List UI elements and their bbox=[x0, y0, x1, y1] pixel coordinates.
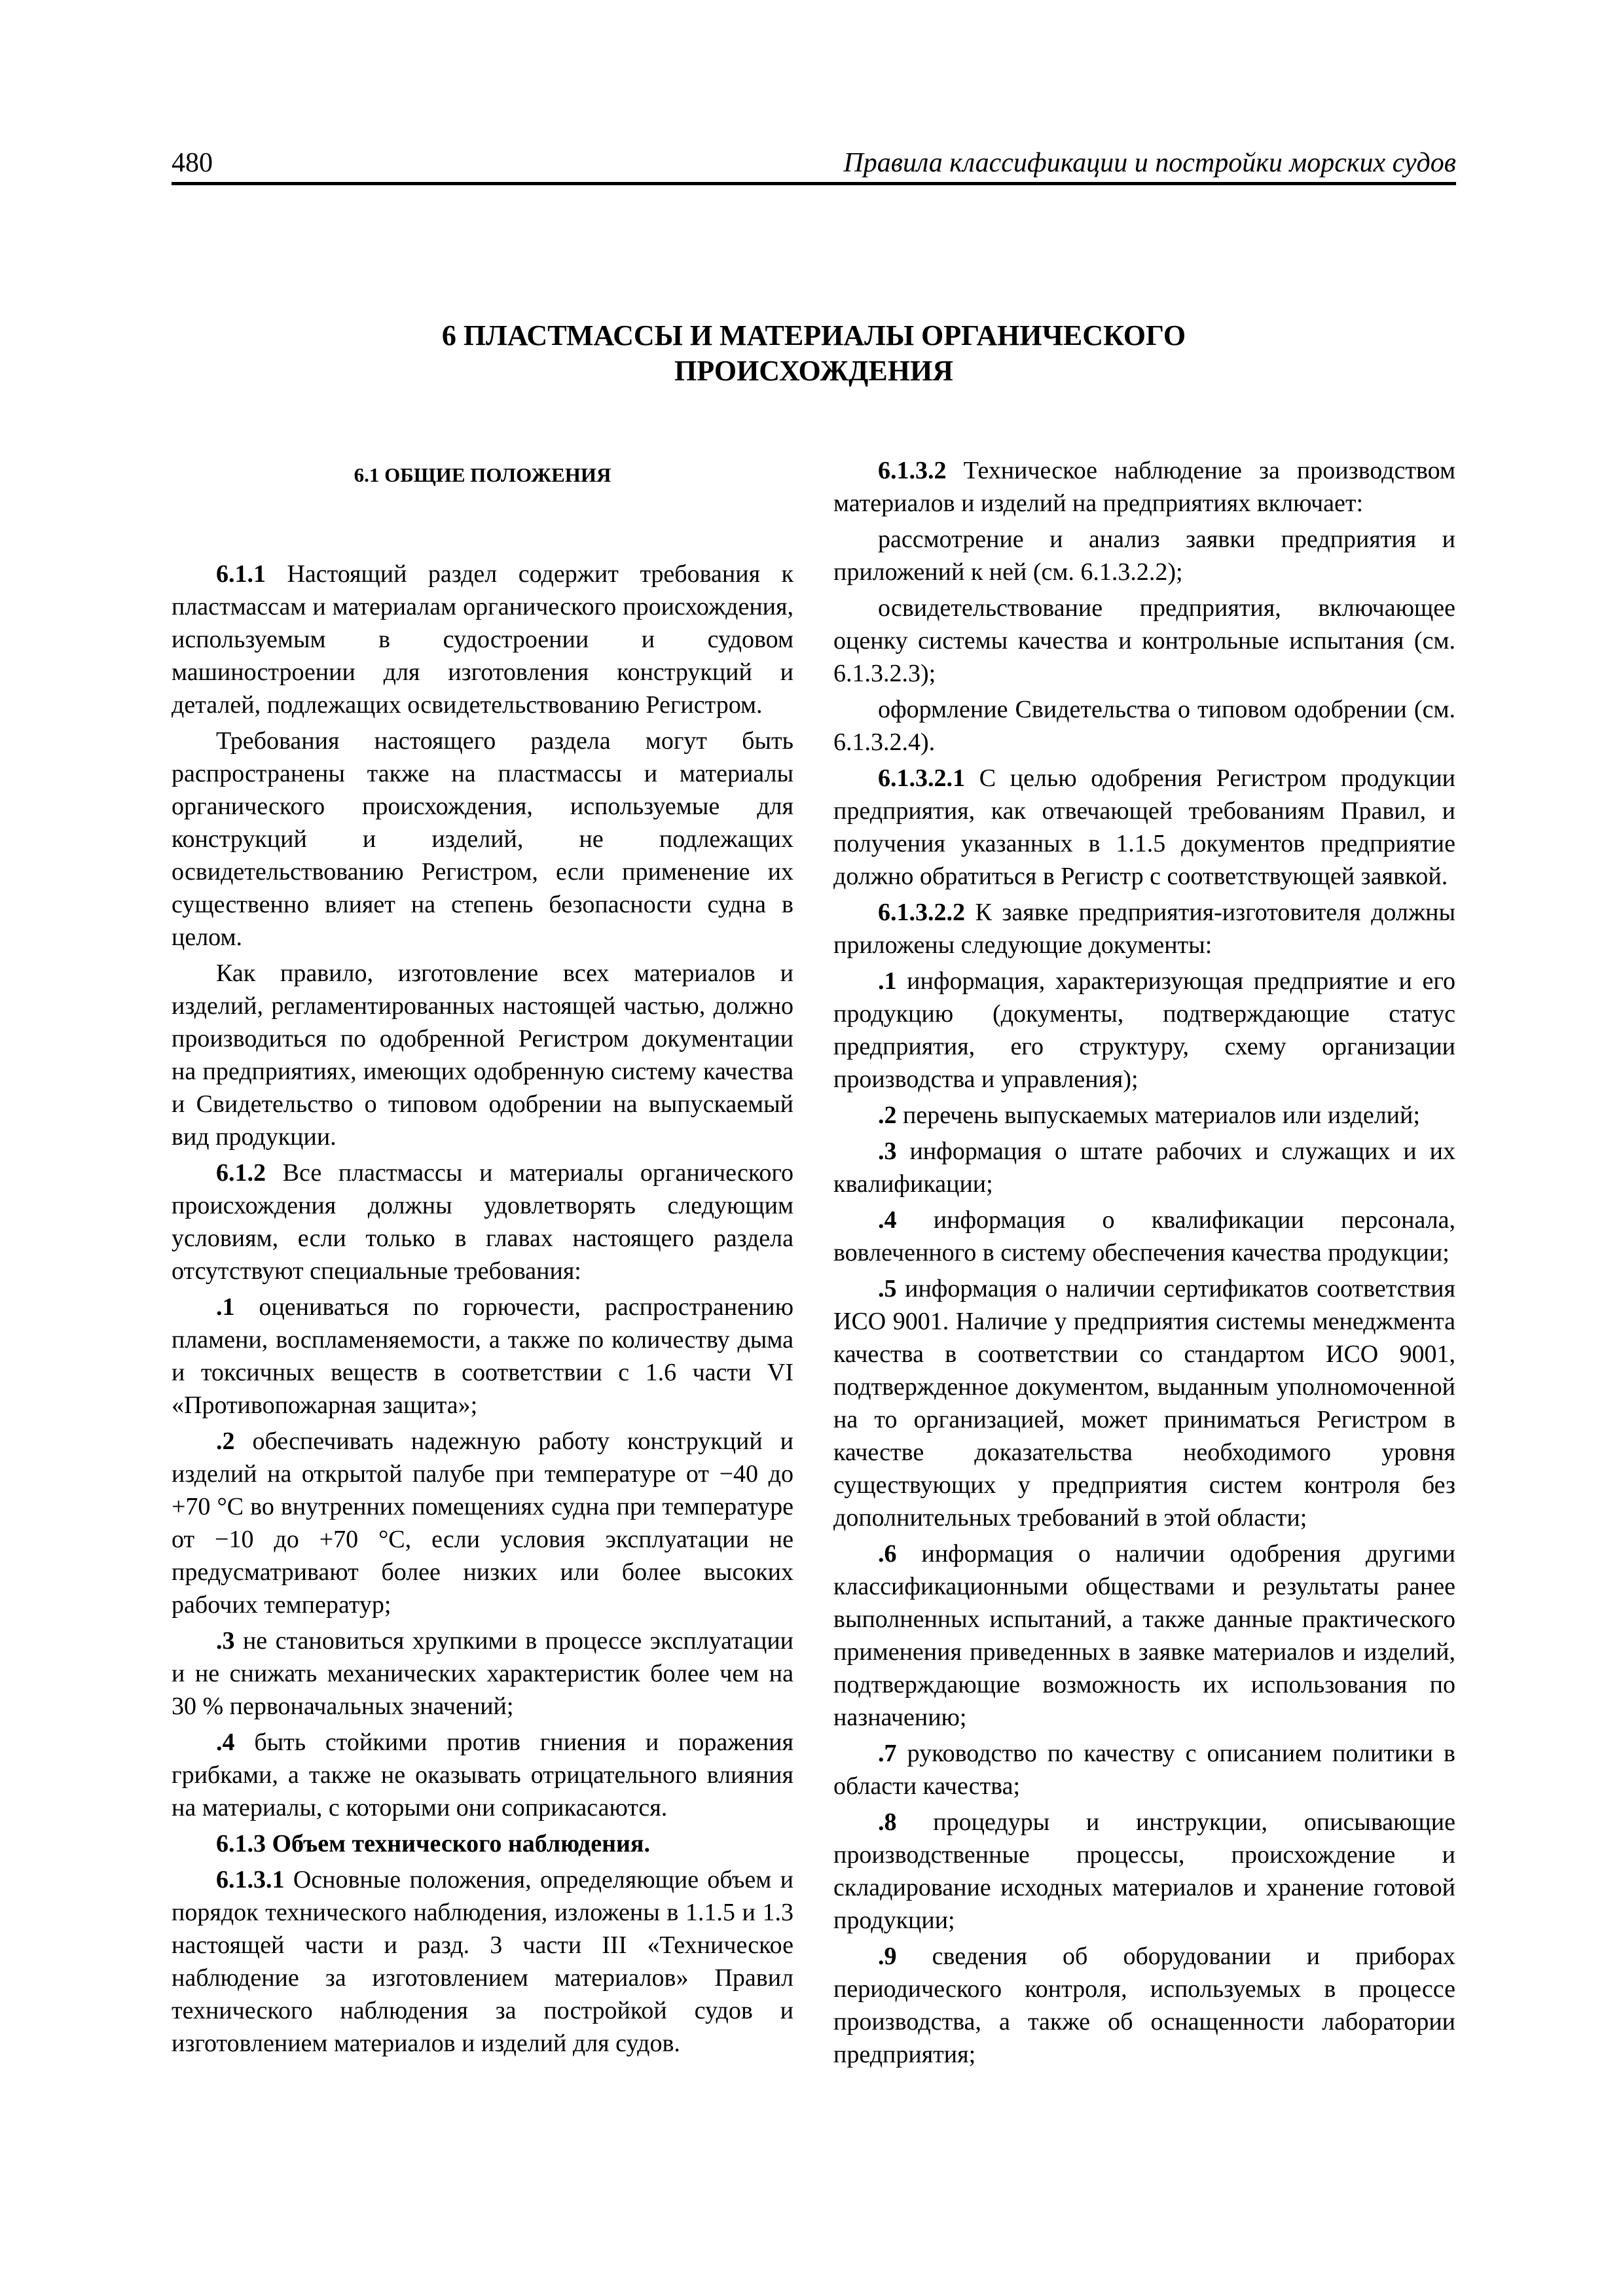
paragraph: .8 процедуры и инструкции, описывающие производственные процессы, происхождение и складирование исходных материалов и хранение готовой продукции; bbox=[833, 1808, 1455, 1934]
chapter-title-line-1: 6 ПЛАСТМАССЫ И МАТЕРИАЛЫ ОРГАНИЧЕСКОГО bbox=[441, 319, 1186, 351]
paragraph: .3 не становиться хрупкими в процессе эксплуатации и не снижать механических характеристик более чем на 30 % первоначальных значений; bbox=[172, 1627, 793, 1720]
paragraph: 6.1.3.1 Основные положения, определяющие объем и порядок технического наблюдения, изложены в 1.1.5 и 1.3 настоящей части и разд. 3 части III «Техническое наблюдение за изготовлением материалов» Правил технического наблюдения за постройкой судов и изготовлением материалов и изделий для судов. bbox=[172, 1866, 793, 2057]
paragraph: .1 оцениваться по горючести, распространению пламени, воспламеняемости, а также по количеству дыма и токсичных веществ в соответствии с 1.6 части VI «Противопожарная защита»; bbox=[172, 1293, 793, 1419]
paragraph: оформление Свидетельства о типовом одобрении (см. 6.1.3.2.4). bbox=[833, 696, 1455, 756]
paragraph: .1 информация, характеризующая предприятие и его продукцию (документы, подтверждающие статус предприятия, его структуру, схему организации производства и управления); bbox=[833, 967, 1455, 1093]
paragraph: .9 сведения об оборудовании и приборах периодического контроля, используемых в процессе производства, а также об оснащенности лаборатории предприятия; bbox=[833, 1943, 1455, 2068]
paragraph: 6.1.1 Настоящий раздел содержит требования к пластмассам и материалам органического происхождения, используемым в судостроении и судовом машиностроении для изготовления конструкций и деталей, подлежащих освидетельствованию Регистром. bbox=[172, 560, 793, 719]
paragraph: .3 информация о штате рабочих и служащих и их квалификации; bbox=[833, 1138, 1455, 1198]
paragraph: 6.1.3.2.1 С целью одобрения Регистром продукции предприятия, как отвечающей требованиям Правил, и получения указанных в 1.1.5 документов предприятие должно обратиться в Регистр с соответствующей заявкой. bbox=[833, 764, 1455, 890]
left-column bbox=[172, 454, 793, 2063]
paragraph: 6.1.3.2.2 К заявке предприятия-изготовителя должны приложены следующие документы: bbox=[833, 899, 1455, 959]
paragraph: рассмотрение и анализ заявки предприятия и приложений к ней (см. 6.1.3.2.2); bbox=[833, 526, 1455, 586]
running-title: Правила классификации и постройки морских судов bbox=[843, 148, 1456, 178]
chapter-title bbox=[172, 318, 1456, 389]
chapter-title-line-2: ПРОИСХОЖДЕНИЯ bbox=[674, 355, 953, 387]
section-heading: 6.1 ОБЩИЕ ПОЛОЖЕНИЯ bbox=[354, 463, 611, 486]
paragraph: Требования настоящего раздела могут быть распространены также на пластмассы и материалы органического происхождения, используемые для конструкций и изделий, не подлежащих освидетельствованию Регистром, если применение их существенно влияет на степень безопасности судна в целом. bbox=[172, 727, 793, 951]
paragraph: .7 руководство по качеству с описанием политики в области качества; bbox=[833, 1740, 1455, 1800]
page-number: 480 bbox=[172, 148, 213, 178]
right-column bbox=[833, 454, 1455, 2074]
subsection-heading: 6.1.3 Объем технического наблюдения. bbox=[216, 1830, 650, 1857]
paragraph: 6.1.3.2 Техническое наблюдение за производством материалов и изделий на предприятиях включает: bbox=[833, 457, 1455, 517]
paragraph: .5 информация о наличии сертификатов соответствия ИСО 9001. Наличие у предприятия системы менеджмента качества в соответствии со стандартом ИСО 9001, подтвержденное документом, выданным уполномоченной на то организацией, может приниматься Регистром в качестве доказательства необходимого уровня существующих у предприятия систем контроля без дополнительных требований в этой области; bbox=[833, 1275, 1455, 1532]
paragraph: .4 быть стойкими против гниения и поражения грибками, а также не оказывать отрицательного влияния на материалы, с которыми они соприкасаются. bbox=[172, 1729, 793, 1821]
paragraph: .4 информация о квалификации персонала, вовлеченного в систему обеспечения качества продукции; bbox=[833, 1206, 1455, 1266]
page-header bbox=[172, 145, 1456, 185]
paragraph: .6 информация о наличии одобрения другими классификационными обществами и результаты ранее выполненных испытаний, а также данные практического применения приведенных в заявке материалов и изделий, подтверждающие возможность их использования по назначению; bbox=[833, 1540, 1455, 1731]
paragraph: .2 обеспечивать надежную работу конструкций и изделий на открытой палубе при температуре от −40 до +70 °С во внутренних помещениях судна при температуре от −10 до +70 °С, если условия эксплуатации не предусматривают более низких или более высоких рабочих температур; bbox=[172, 1427, 793, 1619]
paragraph: .2 перечень выпускаемых материалов или изделий; bbox=[878, 1102, 1420, 1129]
paragraph: Как правило, изготовление всех материалов и изделий, регламентированных настоящей частью, должно производиться по одобренной Регистром документации на предприятиях, имеющих одобренную систему качества и Свидетельство о типовом одобрении на выпускаемый вид продукции. bbox=[172, 960, 793, 1151]
paragraph: 6.1.2 Все пластмассы и материалы органического происхождения должны удовлетворять следующим условиям, если только в главах настоящего раздела отсутствуют специальные требования: bbox=[172, 1159, 793, 1285]
paragraph: освидетельствование предприятия, включающее оценку системы качества и контрольные испытания (см. 6.1.3.2.3); bbox=[833, 594, 1455, 687]
